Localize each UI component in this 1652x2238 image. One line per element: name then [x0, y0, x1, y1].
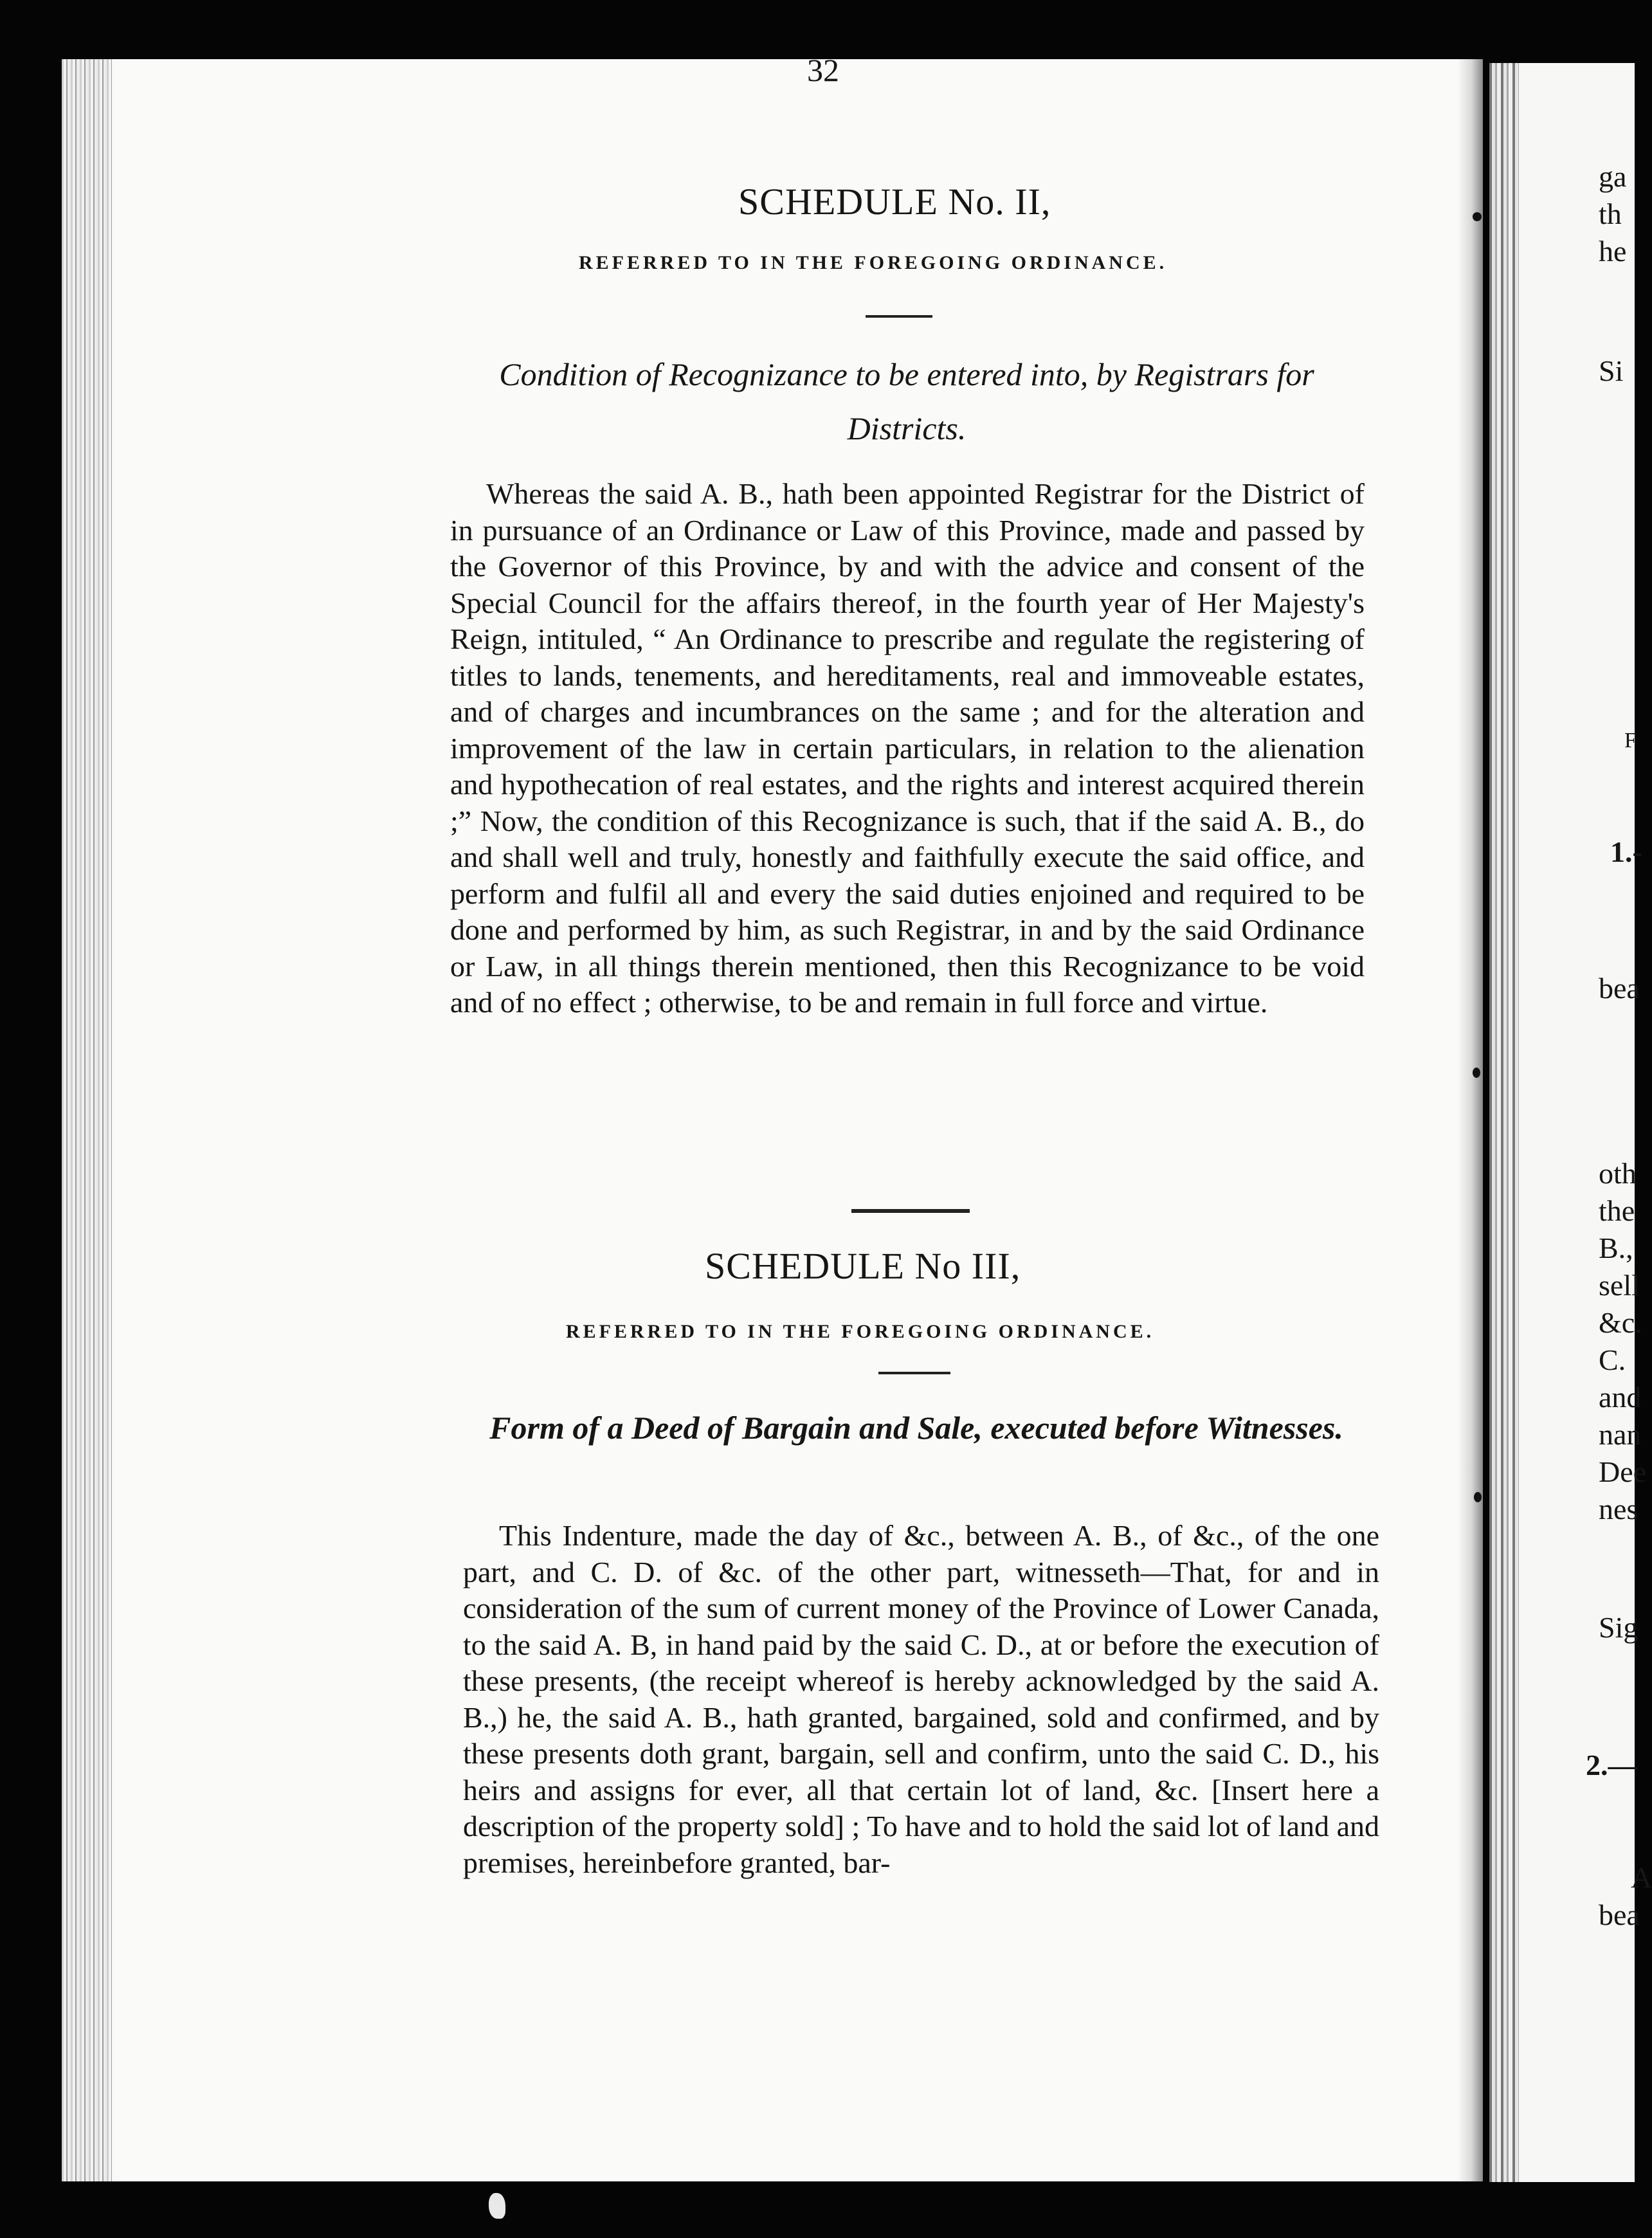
section-rule-major: [851, 1209, 970, 1213]
schedule-3-heading: SCHEDULE No III,: [705, 1245, 1021, 1287]
facing-text-fragment: Sig: [1599, 1611, 1638, 1644]
section-rule: [866, 315, 932, 318]
schedule-2-subheading: REFERRED TO IN THE FOREGOING ORDINANCE.: [579, 252, 1168, 273]
page-binding-shadow: [1457, 59, 1483, 2181]
scan-speck: [1473, 212, 1482, 221]
schedule-3-form-title: Form of a Deed of Bargain and Sale, executed before Witnesses.: [489, 1410, 1343, 1446]
facing-text-fragment: Si: [1599, 354, 1624, 387]
scan-speck: [1473, 1068, 1480, 1078]
facing-text-fragment: bea: [1599, 1898, 1640, 1931]
facing-page-fragment: [1489, 63, 1652, 2182]
book-spine: [1489, 63, 1519, 2182]
facing-text-fragment: C.: [1599, 1343, 1626, 1376]
facing-text-fragment: nes: [1599, 1493, 1638, 1525]
facing-text-fragment: 1.-: [1610, 835, 1642, 868]
section-rule: [878, 1372, 950, 1374]
scan-speck: [1474, 1492, 1482, 1502]
facing-text-fragment: the: [1599, 1194, 1635, 1227]
page-edge-left: [62, 59, 112, 2181]
facing-text-fragment: oth: [1599, 1157, 1637, 1190]
facing-text-fragment: 2.—: [1586, 1749, 1638, 1781]
facing-text-fragment: and: [1599, 1381, 1642, 1414]
schedule-2-heading: SCHEDULE No. II,: [738, 181, 1051, 223]
scan-smudge: [489, 2193, 505, 2219]
facing-text-fragment: he: [1599, 235, 1627, 268]
facing-text-fragment: A: [1631, 1861, 1652, 1894]
facing-text-fragment: ga: [1599, 160, 1627, 193]
facing-text-fragment: th: [1599, 197, 1622, 230]
facing-text-fragment: Dee: [1599, 1455, 1647, 1488]
facing-text-fragment: B.,: [1599, 1232, 1633, 1264]
facing-text-fragment: sell: [1599, 1269, 1640, 1302]
schedule-3-subheading: REFERRED TO IN THE FOREGOING ORDINANCE.: [566, 1321, 1155, 1342]
facing-text-fragment: bea: [1599, 972, 1640, 1005]
facing-text-fragment: F: [1624, 729, 1637, 752]
page-number: 32: [807, 52, 839, 88]
facing-text-fragment: nan: [1599, 1418, 1642, 1451]
schedule-2-body: Whereas the said A. B., hath been appointed Registrar for the District of in pursuance of an Ordinance or Law of this Province, made and passed by the Governor of this Province, by and with the advice and consent of the Special Council for the affairs thereof, in the fourth year of Her Majesty's Reign, intituled, “ An Ordinance to prescribe and regulate the registering of titles to lands, tenements, and hereditaments, real and immoveable estates, and of charges and incumbrances on the same ; and for the alteration and improvement of the law in certain particulars, in relation to the alienation and hypothecation of real estates, and the rights and interest acquired therein ;” Now, the condition of this Recognizance is such, that if the said A. B., do and shall well and truly, honestly and faithfully execute the said office, and perform and fulfil all and every the said duties enjoined and required to be done and performed by him, as such Registrar, in and by the said Ordinance or Law, in all things therein mentioned, then this Recognizance to be void and of no effect ; otherwise, to be and remain in full force and virtue.: [450, 477, 1365, 1019]
facing-text-fragment: &c.: [1599, 1306, 1642, 1339]
schedule-2-form-title: Condition of Recognizance to be entered into, by Registrars for Districts.: [499, 356, 1314, 446]
schedule-3-body: This Indenture, made the day of &c., between A. B., of &c., of the one part, and C. D. of &c. of the other part, witnesseth—That, for and in consideration of the sum of current money of the Province of Lower Canada, to the said A. B, in hand paid by the said C. D., at or before the execution of these presents, (the receipt whereof is hereby acknowledged by the said A. B.,) he, the said A. B., hath granted, bargained, sold and confirmed, and by these presents doth grant, bargain, sell and confirm, unto the said C. D., his heirs and assigns for ever, all that certain lot of land, &c. [Insert here a description of the property sold] ; To have and to hold the said lot of land and premises, hereinbefore granted, bar-: [463, 1519, 1379, 1879]
